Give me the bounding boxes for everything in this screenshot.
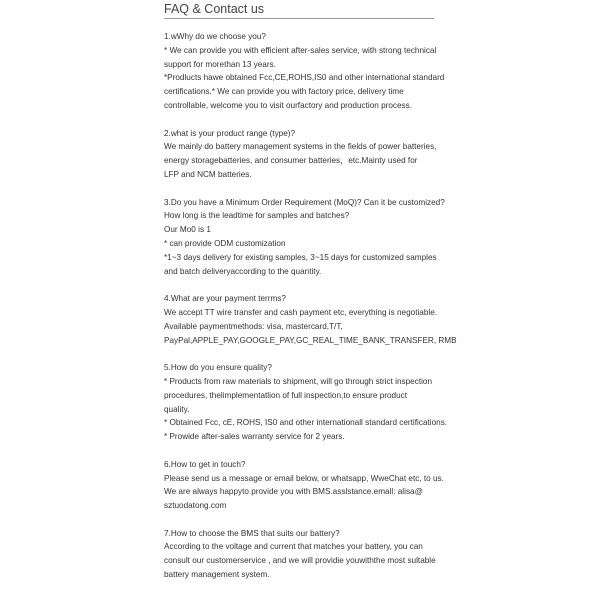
faq-question: 3.Do you have a Minimum Order Requirement (MoQ)? Can it be customized? xyxy=(164,197,445,207)
faq-answer-line: procedures, thelimplementatlion of full inspection,to ensure product xyxy=(164,390,408,400)
faq-item-5 xyxy=(164,361,448,444)
faq-question: 2.what is your product range (type)? xyxy=(164,128,296,138)
faq-answer-line: *Prodlucts hawe obtained Fcc,CE,ROHS,IS0 and other international standard xyxy=(164,73,445,83)
section-heading: FAQ & Contact us xyxy=(164,2,265,16)
faq-answer-line: PayPal,APPLE_PAY,GOOGLE_PAY,GC_REAL_TIME_BANK_TRANSFER, RMB xyxy=(164,335,457,345)
faq-answer-line: * We can provide you with efficient after-sales service, with strong technical xyxy=(164,45,437,55)
faq-item-3 xyxy=(164,196,445,279)
faq-item-7 xyxy=(164,527,436,582)
faq-question: 1.wWhy do we choose you? xyxy=(164,32,266,41)
faq-answer-line: LFP and NCM batteries. xyxy=(164,169,252,179)
faq-answer-line: sztuodatong.com xyxy=(164,501,227,511)
faq-answer-line: certifications.* We can provide you with factory price, delivery time xyxy=(164,87,404,97)
faq-answer-line: * Obtained Fcc, cE, ROHS, IS0 and other internationall standard certifications. xyxy=(164,418,448,428)
faq-question: 4.What are your payment terrms? xyxy=(164,294,286,304)
faq-answer-line: We are always happyto provide you with BMS.asslstance.emall: alisa@ xyxy=(164,487,423,497)
faq-item-2 xyxy=(164,127,436,182)
faq-question: 7.How to choose the BMS that suits our battery? xyxy=(164,528,340,538)
heading-divider xyxy=(164,18,434,19)
faq-section xyxy=(164,0,457,596)
faq-answer-line: support for morethan 13 years. xyxy=(164,59,276,69)
faq-answer-line: controllable, welcome you to visit ourfactory and production process. xyxy=(164,100,413,110)
faq-item-6 xyxy=(164,458,444,513)
faq-answer-line: Available paymentmethods: visa, mastercard,T/T, xyxy=(164,321,343,331)
faq-answer-line: * Prowide after-sales warranty service for 2 years. xyxy=(164,432,345,442)
faq-answer-line: * can provide ODM customization xyxy=(164,238,286,248)
faq-answer-line: We accept TT wire transfer and cash payment etc, everything is negotiable. xyxy=(164,307,438,317)
faq-list xyxy=(164,30,457,582)
faq-question: 5.How do you ensure quality? xyxy=(164,363,272,373)
faq-answer-line: battery management system. xyxy=(164,570,270,580)
faq-item-4 xyxy=(164,292,457,347)
faq-answer-line: We mainly do battery management systems in the fields of power batteries, xyxy=(164,142,437,152)
faq-answer-line: energy storagebatteries, and consumer batteries，etc.Mainty used for xyxy=(164,156,418,166)
faq-answer-line: Our Mo0 is 1 xyxy=(164,225,211,235)
faq-question: 6.How to get in touch? xyxy=(164,459,246,469)
faq-answer-line: consult our customerservice , and we will providie youwiththe most sultable xyxy=(164,556,436,566)
faq-answer-line: Please send us a message or email below, or whatsapp, WweChat etc, to us. xyxy=(164,473,444,483)
faq-answer-line: *1~3 days delivery for existing samples, 3~15 days for customized samples xyxy=(164,252,437,262)
faq-answer-line: According to the voltage and current that matches your battery, you can xyxy=(164,542,423,552)
faq-answer-line: and batch deliveryaccording to the quantity. xyxy=(164,266,322,276)
faq-answer-line: * Products from raw materials to shipment, will go through strict inspection xyxy=(164,376,433,386)
faq-question-line: How long is the leadtime for samples and batches? xyxy=(164,211,350,221)
faq-item-1 xyxy=(164,30,445,113)
faq-answer-line: quality. xyxy=(164,404,190,414)
